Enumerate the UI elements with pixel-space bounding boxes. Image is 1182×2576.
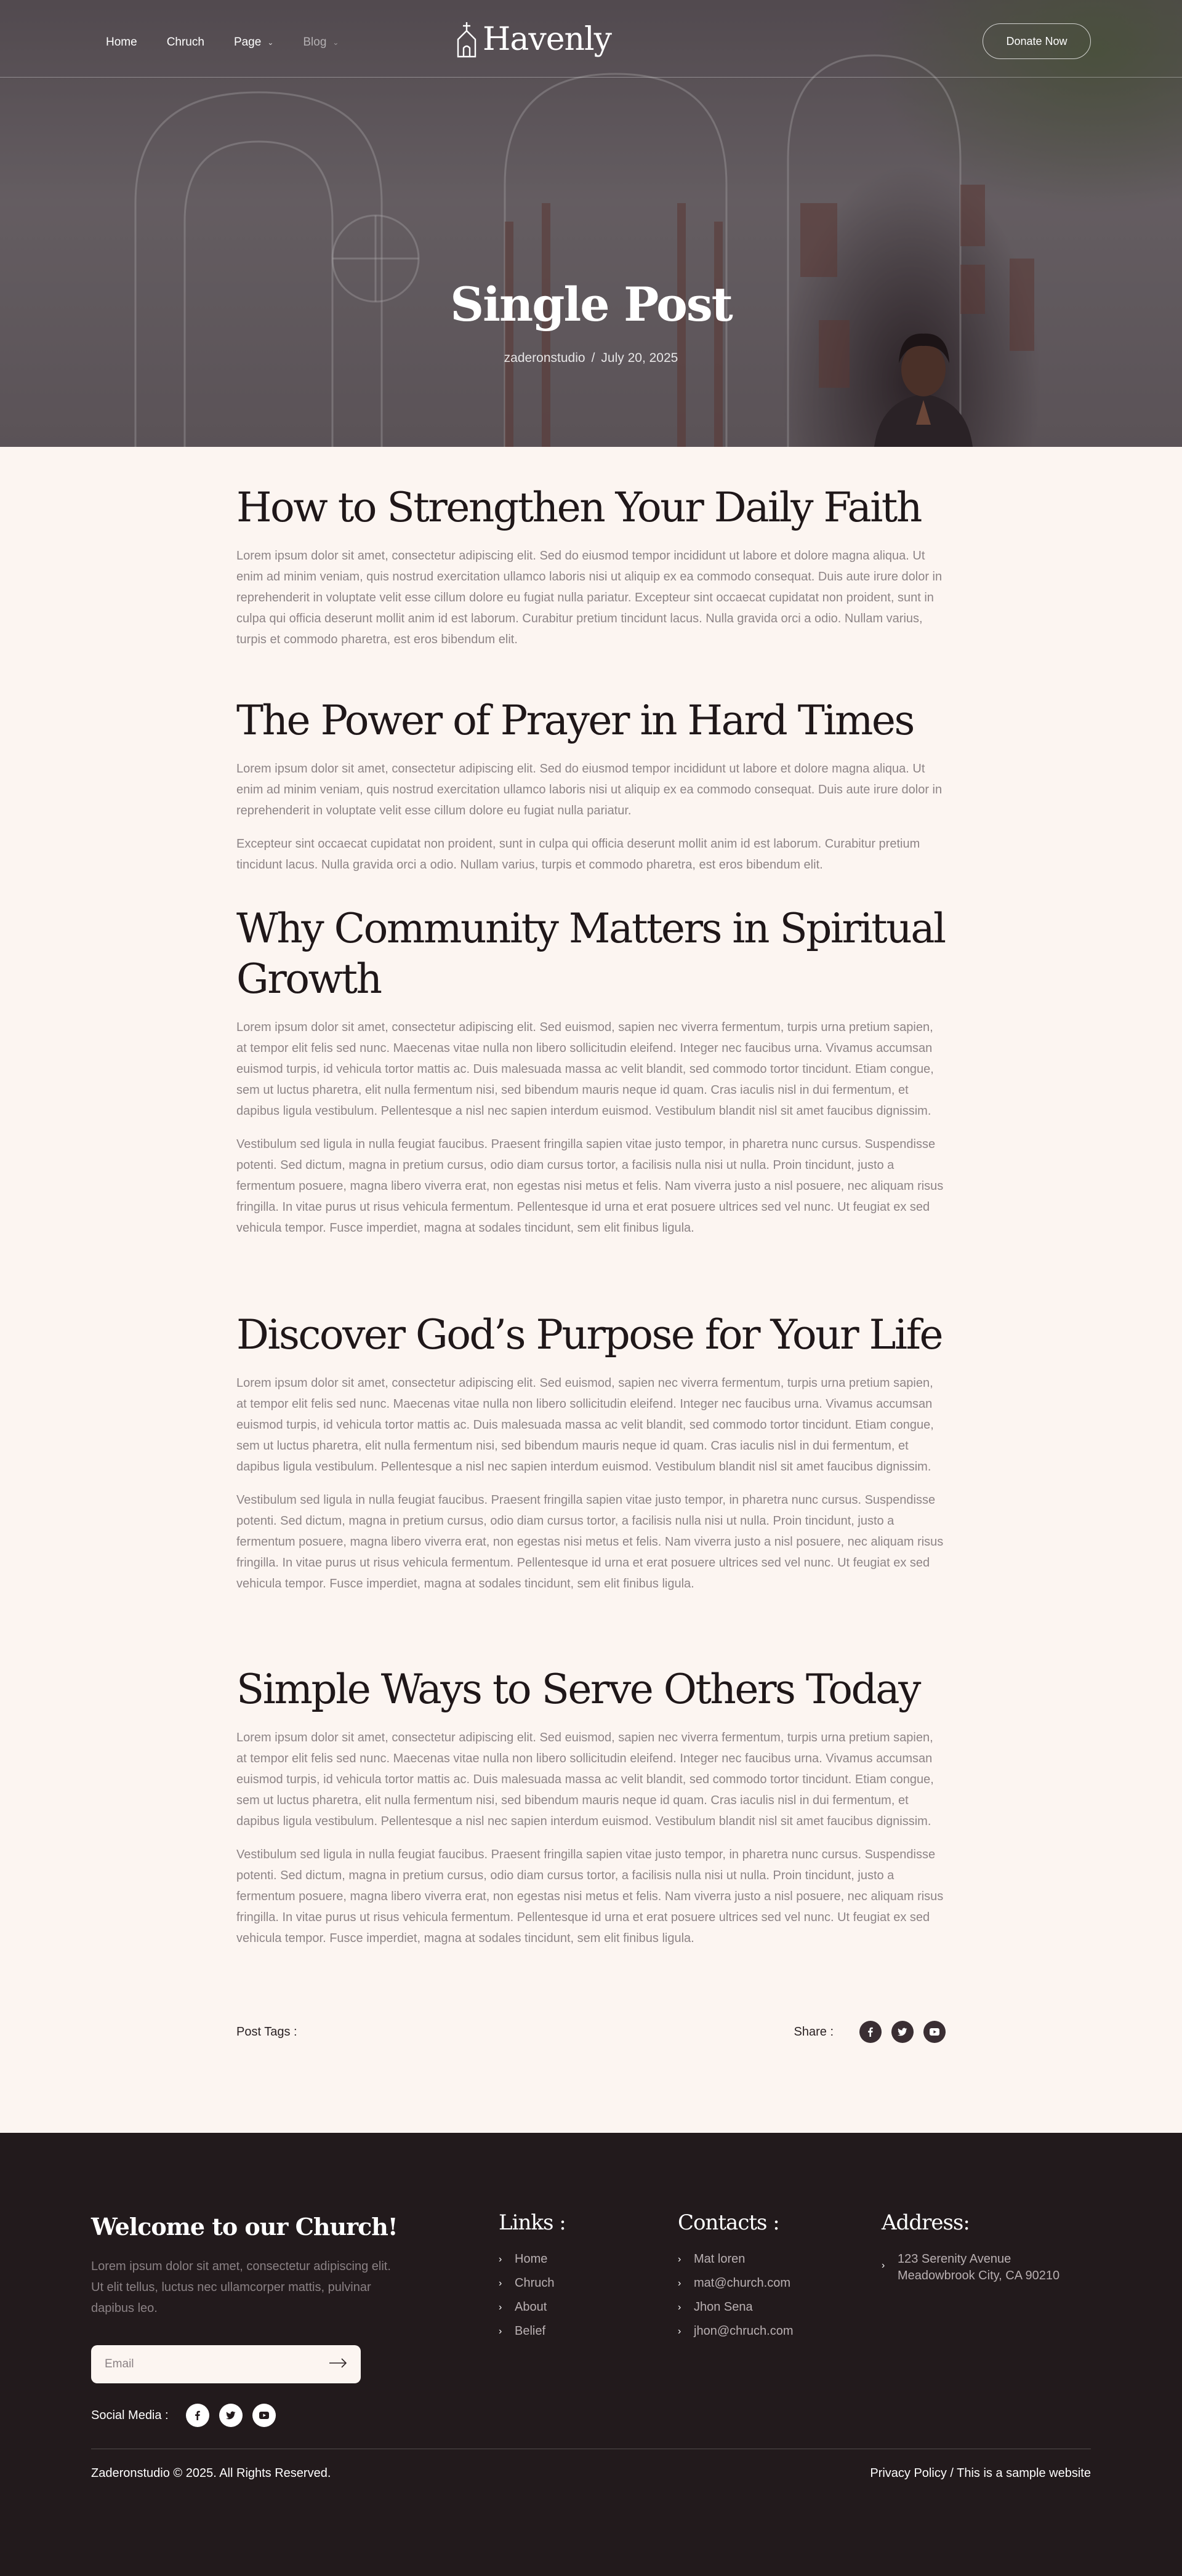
article-section <box>236 1664 946 1949</box>
footer-link[interactable] <box>499 2275 566 2292</box>
footer-address-column <box>882 2210 1091 2292</box>
top-navigation <box>0 0 1182 78</box>
contact-item[interactable] <box>678 2251 793 2268</box>
hero-banner <box>0 0 1182 447</box>
contact-item[interactable] <box>678 2275 793 2292</box>
social-media-label: Social Media : <box>91 2408 169 2422</box>
youtube-icon[interactable] <box>923 2021 946 2043</box>
section-heading: The Power of Prayer in Hard Times <box>236 697 914 744</box>
section-paragraph: Vestibulum sed ligula in nulla feugiat faucibus. Praesent fringilla sapien vitae justo tempor, in pharetra nunc cursus. Suspendisse potenti. Sed dictum, magna in pretium cursus, odio diam cursus tortor, a facilisis nulla nisi ut nulla. Proin tincidunt, justo a fermentum posuere, magna libero viverra erat, non egestas nisi metus et felis. Nam viverra justo a nisl posuere, nec aliquam risus fringilla. In vitae purus ut risus vehicula fermentum. Pellentesque id urna et erat posuere ultrices sed vel nunc. Ut feugiat ex sed vehicula tempor. Fusce imperdiet, magna at sodales tincidunt, sem elit finibus ligula. <box>236 1848 944 1945</box>
section-paragraph: Lorem ipsum dolor sit amet, consectetur adipiscing elit. Sed euismod, sapien nec viverra fermentum, turpis urna pretium sapien, at tempor elit felis sed nunc. Maecenas vitae nulla non libero sollicitudin eleifend. Integer nec faucibus urna. Vivamus accumsan euismod turpis, id vehicula tortor mattis ac. Duis malesuada massa ac velit blandit, sed commodo tortor tincidunt. Etiam congue, sem ut luctus pharetra, elit nulla fermentum nisi, sed bibendum mauris neque id quam. Cras iaculis nisl in dui fermentum, et dapibus ligula vestibulum. Pellentesque a nisl nec sapien interdum euismod. Vestibulum blandit nisl sit amet faucibus dignissim. <box>236 1376 934 1474</box>
contact-item[interactable] <box>678 2323 793 2340</box>
address-text: 123 Serenity Avenue Meadowbrook City, CA 90210 <box>898 2252 1060 2282</box>
nav-menu <box>106 36 368 49</box>
meta-separator: / <box>591 351 595 365</box>
footer-bottom-bar <box>91 2466 1091 2481</box>
footer-contacts-column <box>678 2210 793 2347</box>
footer-welcome-title: Welcome to our Church! <box>91 2213 398 2241</box>
chevron-right-icon: › <box>499 2302 502 2313</box>
facebook-icon[interactable] <box>186 2404 209 2427</box>
contact-item[interactable] <box>678 2299 793 2316</box>
chevron-right-icon: › <box>678 2326 681 2337</box>
send-arrow-icon[interactable] <box>329 2358 347 2370</box>
section-paragraph: Excepteur sint occaecat cupidatat non proident, sunt in culpa qui officia deserunt mollit anim id est laborum. Curabitur pretium tincidunt lacus. Nulla gravida orci a odio. Nullam varius, turpis et commodo pharetra, est eros bibendum elit. <box>236 837 920 872</box>
post-date: July 20, 2025 <box>601 351 678 365</box>
page-title: Single Post <box>450 277 732 332</box>
footer-link[interactable] <box>499 2251 566 2268</box>
address-title: Address: <box>882 2210 970 2235</box>
site-footer <box>0 2133 1182 2576</box>
site-logo[interactable] <box>454 21 611 58</box>
section-paragraph: Lorem ipsum dolor sit amet, consectetur adipiscing elit. Sed do eiusmod tempor incididunt ut labore et dolore magna aliqua. Ut enim ad minim veniam, quis nostrud exercitation ullamco laboris nisi ut aliquip ex ea commodo consequat. Duis aute irure dolor in reprehenderit in voluptate velit esse cillum dolore eu fugiat nulla pariatur. <box>236 762 943 817</box>
section-heading: Simple Ways to Serve Others Today <box>236 1666 920 1713</box>
nav-item-label: Page <box>233 36 262 49</box>
share-label: Share : <box>794 2024 834 2039</box>
section-heading: How to Strengthen Your Daily Faith <box>236 484 921 531</box>
footer-links-column <box>499 2210 566 2347</box>
nav-item-chruch[interactable] <box>167 36 204 49</box>
chevron-down-icon: ⌄ <box>267 38 274 47</box>
chevron-right-icon: › <box>678 2302 681 2313</box>
email-input[interactable] <box>105 2357 302 2371</box>
share-group <box>794 2021 946 2043</box>
footer-link[interactable] <box>499 2323 566 2340</box>
contact-label: Mat loren <box>694 2252 746 2266</box>
church-logo-icon <box>454 21 479 58</box>
article-section <box>236 1310 946 1594</box>
chevron-right-icon: › <box>499 2278 502 2289</box>
nav-item-label: Home <box>106 36 137 49</box>
privacy-policy-link[interactable]: Privacy Policy / This is a sample website <box>870 2466 1091 2480</box>
chevron-right-icon: › <box>882 2260 885 2271</box>
article-section <box>236 696 946 875</box>
nav-item-home[interactable] <box>106 36 137 49</box>
footer-link-label: Chruch <box>515 2276 555 2290</box>
contact-label: mat@church.com <box>694 2276 791 2290</box>
newsletter-form <box>91 2345 361 2383</box>
post-tags-label: Post Tags : <box>236 2024 297 2039</box>
chevron-right-icon: › <box>678 2254 681 2265</box>
article-section <box>236 904 946 1238</box>
chevron-down-icon: ⌄ <box>332 38 339 47</box>
nav-item-page[interactable] <box>234 36 273 49</box>
chevron-right-icon: › <box>678 2278 681 2289</box>
post-meta <box>0 351 1182 366</box>
contact-label: jhon@chruch.com <box>694 2324 794 2338</box>
section-paragraph: Lorem ipsum dolor sit amet, consectetur adipiscing elit. Sed euismod, sapien nec viverra fermentum, turpis urna pretium sapien, at tempor elit felis sed nunc. Maecenas vitae nulla non libero sollicitudin eleifend. Integer nec faucibus urna. Vivamus accumsan euismod turpis, id vehicula tortor mattis ac. Duis malesuada massa ac velit blandit, sed commodo tortor tincidunt. Etiam congue, sem ut luctus pharetra, elit nulla fermentum nisi, sed bibendum mauris neque id quam. Cras iaculis nisl in dui fermentum, et dapibus ligula vestibulum. Pellentesque a nisl nec sapien interdum euismod. Vestibulum blandit nisl sit amet faucibus dignissim. <box>236 1731 934 1828</box>
footer-welcome-text: Lorem ipsum dolor sit amet, consectetur adipiscing elit. Ut elit tellus, luctus nec ullamcorper mattis, pulvinar dapibus leo. <box>91 2260 391 2315</box>
footer-link-label: Home <box>515 2252 548 2266</box>
copyright-text: Zaderonstudio © 2025. All Rights Reserved. <box>91 2466 331 2480</box>
post-author[interactable]: zaderonstudio <box>504 351 585 365</box>
footer-social <box>91 2404 276 2427</box>
logo-text: Havenly <box>483 21 611 58</box>
footer-link-label: About <box>515 2300 547 2314</box>
address-item <box>882 2251 1091 2284</box>
nav-item-label: Blog <box>303 36 327 49</box>
article-section <box>236 483 946 650</box>
twitter-icon[interactable] <box>891 2021 914 2043</box>
youtube-icon[interactable] <box>252 2404 276 2427</box>
section-paragraph: Lorem ipsum dolor sit amet, consectetur adipiscing elit. Sed do eiusmod tempor incididunt ut labore et dolore magna aliqua. Ut enim ad minim veniam, quis nostrud exercitation ullamco laboris nisi ut aliquip ex ea commodo consequat. Duis aute irure dolor in reprehenderit in voluptate velit esse cillum dolore eu fugiat nulla pariatur. Excepteur sint occaecat cupidatat non proident, sunt in culpa qui officia deserunt mollit anim id est laborum. Curabitur pretium tincidunt lacus. Nulla gravida orci a odio. Nullam varius, turpis et commodo pharetra, est eros bibendum elit. <box>236 549 943 646</box>
twitter-icon[interactable] <box>219 2404 243 2427</box>
section-heading: Why Community Matters in Spiritual Growth <box>236 905 945 1003</box>
chevron-right-icon: › <box>499 2326 502 2337</box>
section-paragraph: Vestibulum sed ligula in nulla feugiat faucibus. Praesent fringilla sapien vitae justo tempor, in pharetra nunc cursus. Suspendisse potenti. Sed dictum, magna in pretium cursus, odio diam cursus tortor, a facilisis nulla nisi ut nulla. Proin tincidunt, justo a fermentum posuere, magna libero viverra erat, non egestas nisi metus et felis. Nam viverra justo a nisl posuere, nec aliquam risus fringilla. In vitae purus ut risus vehicula fermentum. Pellentesque id urna et erat posuere ultrices sed vel nunc. Ut feugiat ex sed vehicula tempor. Fusce imperdiet, magna at sodales tincidunt, sem elit finibus ligula. <box>236 1493 944 1591</box>
contacts-title: Contacts : <box>678 2210 779 2235</box>
post-tags-share-row <box>236 2020 946 2044</box>
section-heading: Discover God’s Purpose for Your Life <box>236 1311 943 1358</box>
contact-label: Jhon Sena <box>694 2300 753 2314</box>
footer-link[interactable] <box>499 2299 566 2316</box>
facebook-icon[interactable] <box>859 2021 882 2043</box>
section-paragraph: Lorem ipsum dolor sit amet, consectetur adipiscing elit. Sed euismod, sapien nec viverra fermentum, turpis urna pretium sapien, at tempor elit felis sed nunc. Maecenas vitae nulla non libero sollicitudin eleifend. Integer nec faucibus urna. Vivamus accumsan euismod turpis, id vehicula tortor mattis ac. Duis malesuada massa ac velit blandit, sed commodo tortor tincidunt. Etiam congue, sem ut luctus pharetra, elit nulla fermentum nisi, sed bibendum mauris neque id quam. Cras iaculis nisl in dui fermentum, et dapibus ligula vestibulum. Pellentesque a nisl nec sapien interdum euismod. Vestibulum blandit nisl sit amet faucibus dignissim. <box>236 1021 934 1118</box>
section-paragraph: Vestibulum sed ligula in nulla feugiat faucibus. Praesent fringilla sapien vitae justo tempor, in pharetra nunc cursus. Suspendisse potenti. Sed dictum, magna in pretium cursus, odio diam cursus tortor, a facilisis nulla nisi ut nulla. Proin tincidunt, justo a fermentum posuere, magna libero viverra erat, non egestas nisi metus et felis. Nam viverra justo a nisl posuere, nec aliquam risus fringilla. In vitae purus ut risus vehicula fermentum. Pellentesque id urna et erat posuere ultrices sed vel nunc. Ut feugiat ex sed vehicula tempor. Fusce imperdiet, magna at sodales tincidunt, sem elit finibus ligula. <box>236 1138 944 1235</box>
footer-link-label: Belief <box>515 2324 546 2338</box>
nav-item-blog[interactable] <box>303 36 339 49</box>
donate-now-button[interactable]: Donate Now <box>983 23 1091 59</box>
links-title: Links : <box>499 2210 566 2235</box>
chevron-right-icon: › <box>499 2254 502 2265</box>
woman-praying-image <box>862 320 985 447</box>
nav-item-label: Chruch <box>166 36 204 49</box>
